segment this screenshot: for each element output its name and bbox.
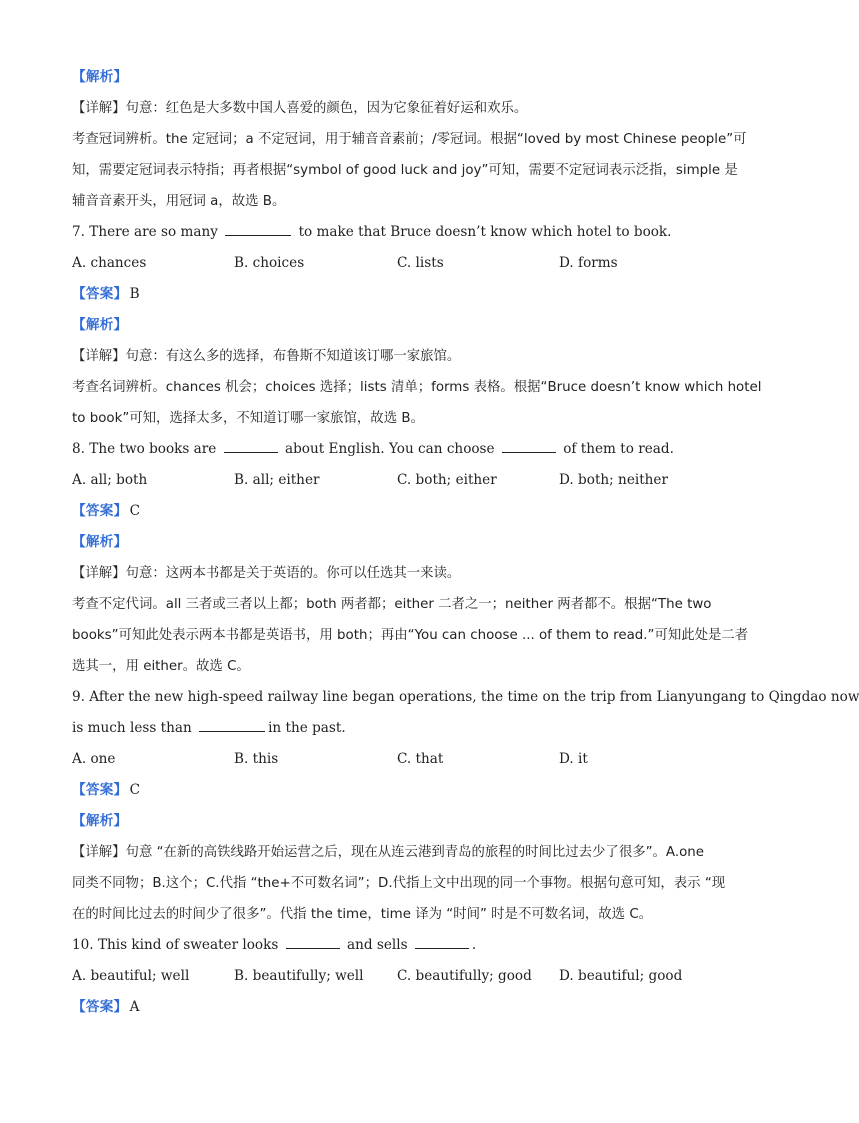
question-7-stem: [72, 217, 732, 248]
option-d: D. forms: [559, 255, 618, 271]
analysis-label: 【解析】: [72, 317, 128, 333]
explanation-text: 考查冠词辨析。the 定冠词；a 不定冠词，用于辅音音素前；/零冠词。根据“loved by most Chinese people”可: [72, 132, 747, 147]
answer-label: 【答案】: [72, 286, 128, 302]
explanation-text: 知，需要定冠词表示特指；再者根据“symbol of good luck and joy”可知，需要不定冠词表示泛指，simple 是: [72, 163, 738, 178]
question-stem-text: in the past.: [268, 720, 346, 736]
explanation-text: 辅音音素开头，用冠词 a，故选 B。: [72, 194, 286, 209]
explanation-text: to book”可知，选择太多，不知道订哪一家旅馆，故选 B。: [72, 411, 424, 426]
option-b: B. this: [234, 751, 279, 767]
answer-blank: [415, 934, 469, 949]
detail-text: 【详解】句意：红色是大多数中国人喜爱的颜色，因为它象征着好运和欢乐。: [72, 101, 528, 116]
question-stem-text: .: [471, 937, 477, 953]
option-c: C. that: [397, 751, 444, 767]
answer-label: 【答案】: [72, 782, 128, 798]
question-8-explanation: [72, 620, 749, 651]
option-b: B. choices: [234, 255, 305, 271]
question-8-detail: [72, 558, 732, 589]
question-9-answer: [72, 775, 732, 806]
question-stem-text: to make that Bruce doesn’t know which hotel to book.: [298, 224, 672, 240]
question-8-explanation: [72, 589, 732, 620]
answer-value: A: [129, 999, 140, 1015]
answer-label: 【答案】: [72, 503, 128, 519]
question-stem-text: 8. The two books are: [72, 441, 217, 457]
question-stem-text: 9. After the new high-speed railway line began operations, the time on the trip from Lianyungang to Qingdao now: [72, 689, 859, 705]
question-9-stem-cont: [72, 713, 732, 744]
option-d: D. it: [559, 751, 588, 767]
answer-value: C: [129, 782, 140, 798]
option-c: C. beautifully; good: [397, 968, 532, 984]
explanation-text: 考查名词辨析。chances 机会；choices 选择；lists 清单；forms 表格。根据“Bruce doesn’t know which hotel: [72, 380, 762, 395]
explanation-line: [72, 124, 747, 155]
option-b: B. beautifully; well: [234, 968, 364, 984]
question-9-options: [72, 744, 732, 775]
question-stem-text: and sells: [346, 937, 408, 953]
option-a: A. beautiful; well: [72, 968, 190, 984]
question-10-stem: [72, 930, 732, 961]
answer-blank: [199, 717, 265, 732]
explanation-text: 同类不同物；B.这个；C.代指 “the+不可数名词”；D.代指上文中出现的同一个事物。根据句意可知，表示 “现: [72, 876, 726, 891]
question-7-detail: [72, 341, 732, 372]
explanation-text: books”可知此处表示两本书都是英语书，用 both；再由“You can choose ... of them to read.”可知此处是二者: [72, 628, 749, 643]
option-b: B. all; either: [234, 472, 320, 488]
question-7-answer: [72, 279, 732, 310]
option-d: D. both; neither: [559, 472, 668, 488]
question-10-options: [72, 961, 732, 992]
explanation-text: 在的时间比过去的时间少了很多”。代指 the time，time 译为 “时间” 时是不可数名词，故选 C。: [72, 907, 653, 922]
option-a: A. all; both: [72, 472, 148, 488]
analysis-label: 【解析】: [72, 813, 128, 829]
question-7-explanation: [72, 372, 762, 403]
explanation-line: [72, 155, 738, 186]
question-9-explanation: [72, 868, 732, 899]
option-a: A. chances: [72, 255, 147, 271]
question-7-options: [72, 248, 732, 279]
question-stem-text: about English. You can choose: [285, 441, 495, 457]
question-stem-text: 10. This kind of sweater looks: [72, 937, 279, 953]
option-a: A. one: [72, 751, 116, 767]
question-stem-text: 7. There are so many: [72, 224, 218, 240]
question-stem-text: of them to read.: [563, 441, 674, 457]
explanation-text: 选其一，用 either。故选 C。: [72, 659, 250, 674]
question-7-analysis-heading: [72, 310, 732, 341]
detail-text: 【详解】句意 “在新的高铁线路开始运营之后，现在从连云港到青岛的旅程的时间比过去少了很多”。A.one: [72, 845, 705, 860]
question-9-analysis-heading: [72, 806, 732, 837]
answer-blank: [224, 438, 278, 453]
answer-label: 【答案】: [72, 999, 128, 1015]
answer-value: C: [129, 503, 140, 519]
analysis-label: 【解析】: [72, 534, 128, 550]
question-8-stem: [72, 434, 732, 465]
question-8-explanation: [72, 651, 732, 682]
detail-text: 【详解】句意：这两本书都是关于英语的。你可以任选其一来读。: [72, 566, 461, 581]
detail-text: 【详解】句意：有这么多的选择，布鲁斯不知道该订哪一家旅馆。: [72, 349, 461, 364]
question-7-explanation: [72, 403, 732, 434]
detail-line: [72, 93, 732, 124]
explanation-text: 考查不定代词。all 三者或三者以上都；both 两者都；either 二者之一；neither 两者都不。根据“The two: [72, 597, 712, 612]
question-9-stem: [72, 682, 859, 713]
analysis-heading: [72, 62, 732, 93]
document-content: [72, 62, 859, 1023]
question-8-answer: [72, 496, 732, 527]
question-10-answer: [72, 992, 732, 1023]
answer-blank: [225, 221, 291, 236]
option-c: C. lists: [397, 255, 444, 271]
question-stem-text: is much less than: [72, 720, 192, 736]
analysis-label: 【解析】: [72, 69, 128, 85]
question-8-analysis-heading: [72, 527, 732, 558]
explanation-line: [72, 186, 732, 217]
answer-blank: [286, 934, 340, 949]
answer-blank: [502, 438, 556, 453]
option-d: D. beautiful; good: [559, 968, 683, 984]
question-8-options: [72, 465, 732, 496]
question-9-explanation: [72, 899, 732, 930]
option-c: C. both; either: [397, 472, 497, 488]
question-9-detail: [72, 837, 732, 868]
answer-value: B: [129, 286, 140, 302]
